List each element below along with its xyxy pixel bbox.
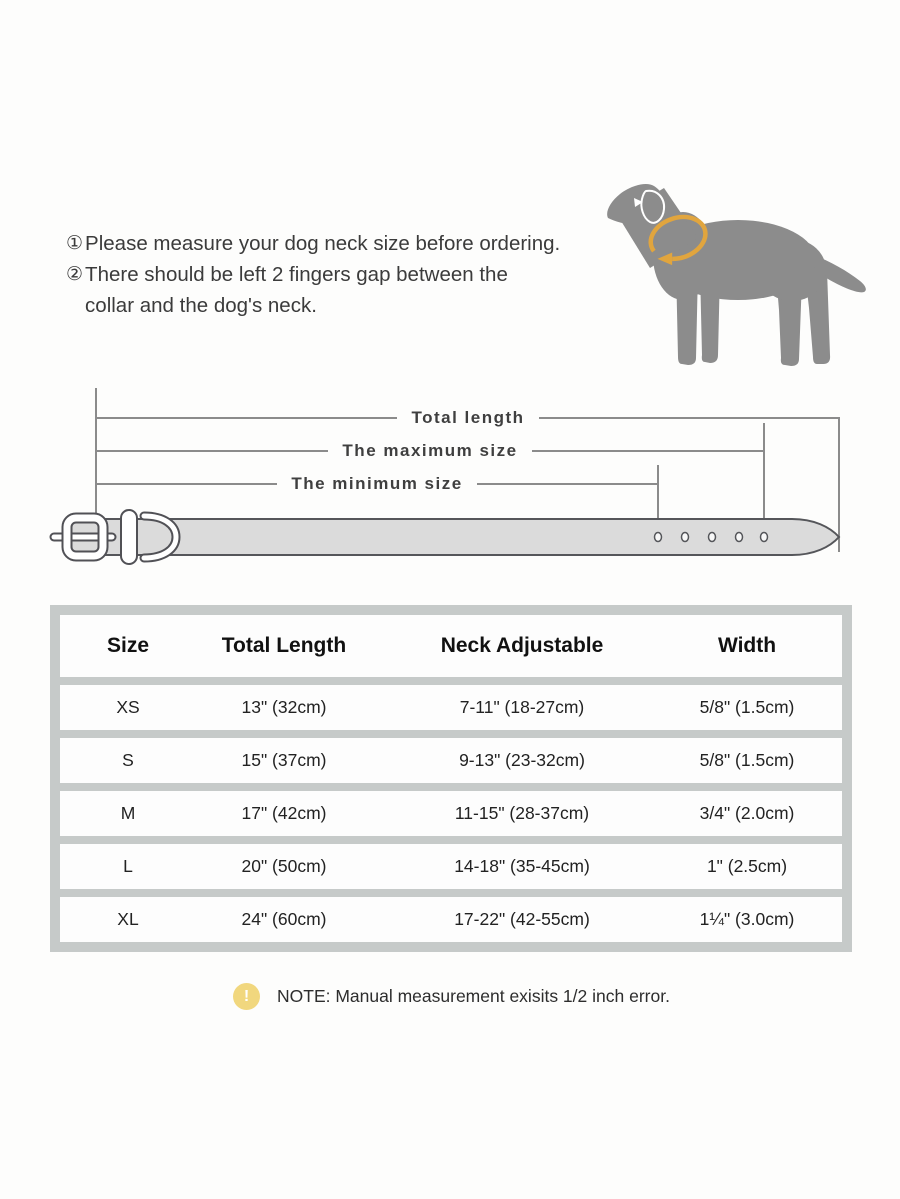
instruction-2-text: There should be left 2 fingers gap between the collar and the dog's neck. bbox=[85, 263, 508, 317]
table-row bbox=[60, 897, 842, 942]
maximum-size-label: The maximum size bbox=[342, 441, 518, 460]
collar-strap bbox=[70, 519, 839, 555]
note bbox=[233, 983, 670, 1010]
neck-adjustable-cell: 9-13" (23-32cm) bbox=[459, 750, 585, 770]
instructions bbox=[66, 228, 626, 321]
minimum-size-label: The minimum size bbox=[291, 474, 463, 493]
table-row bbox=[60, 738, 842, 783]
neck-adjustable-cell: 17-22" (42-55cm) bbox=[454, 909, 590, 929]
callout-maximum-size bbox=[96, 441, 764, 461]
total-length-cell: 13" (32cm) bbox=[241, 697, 327, 717]
collar-keeper bbox=[121, 510, 137, 564]
circled-one-icon: ① bbox=[66, 232, 84, 254]
callout-line bbox=[96, 483, 277, 485]
collar-illustration bbox=[40, 497, 860, 577]
size-cell: XS bbox=[116, 697, 140, 717]
dog-illustration bbox=[580, 160, 880, 390]
neck-adjustable-cell: 14-18" (35-45cm) bbox=[454, 856, 590, 876]
size-table-header-row bbox=[60, 615, 842, 677]
callout-line bbox=[96, 417, 397, 419]
size-cell: M bbox=[120, 803, 136, 823]
instruction-item bbox=[66, 259, 626, 321]
callout-line bbox=[539, 417, 840, 419]
total-length-cell: 20" (50cm) bbox=[241, 856, 327, 876]
size-cell: XL bbox=[117, 909, 139, 929]
size-cell: L bbox=[123, 856, 133, 876]
callout-line bbox=[96, 450, 328, 452]
width-cell: 5/8" (1.5cm) bbox=[699, 750, 795, 770]
total-length-cell: 15" (37cm) bbox=[241, 750, 327, 770]
instruction-item bbox=[66, 228, 626, 259]
width-cell: 1¼" (3.0cm) bbox=[699, 909, 795, 929]
total-length-cell: 24" (60cm) bbox=[241, 909, 327, 929]
col-header-size: Size bbox=[106, 634, 150, 657]
table-row bbox=[60, 685, 842, 730]
dog-ear bbox=[641, 191, 664, 223]
note-text: NOTE: Manual measurement exisits 1/2 inch error. bbox=[277, 986, 670, 1006]
total-length-label: Total length bbox=[411, 408, 525, 427]
neck-adjustable-cell: 11-15" (28-37cm) bbox=[454, 803, 590, 823]
table-row bbox=[60, 844, 842, 889]
warning-icon-glyph: ! bbox=[243, 987, 250, 1005]
neck-adjustable-cell: 7-11" (18-27cm) bbox=[459, 697, 585, 717]
width-cell: 5/8" (1.5cm) bbox=[699, 697, 795, 717]
col-header-neck-adjustable: Neck Adjustable bbox=[440, 634, 604, 657]
instruction-1-text: Please measure your dog neck size before ordering. bbox=[85, 232, 561, 255]
width-cell: 1" (2.5cm) bbox=[706, 856, 788, 876]
callout-line bbox=[532, 450, 764, 452]
col-header-total-length: Total Length bbox=[221, 634, 347, 657]
size-cell: S bbox=[122, 750, 134, 770]
callout-total-length bbox=[96, 408, 840, 428]
total-length-cell: 17" (42cm) bbox=[241, 803, 327, 823]
circled-two-icon: ② bbox=[66, 263, 84, 285]
table-row bbox=[60, 791, 842, 836]
warning-icon bbox=[233, 983, 260, 1010]
width-cell: 3/4" (2.0cm) bbox=[699, 803, 795, 823]
col-header-width: Width bbox=[717, 634, 777, 657]
callout-line bbox=[477, 483, 658, 485]
size-table bbox=[50, 605, 852, 952]
callout-minimum-size bbox=[96, 474, 658, 494]
